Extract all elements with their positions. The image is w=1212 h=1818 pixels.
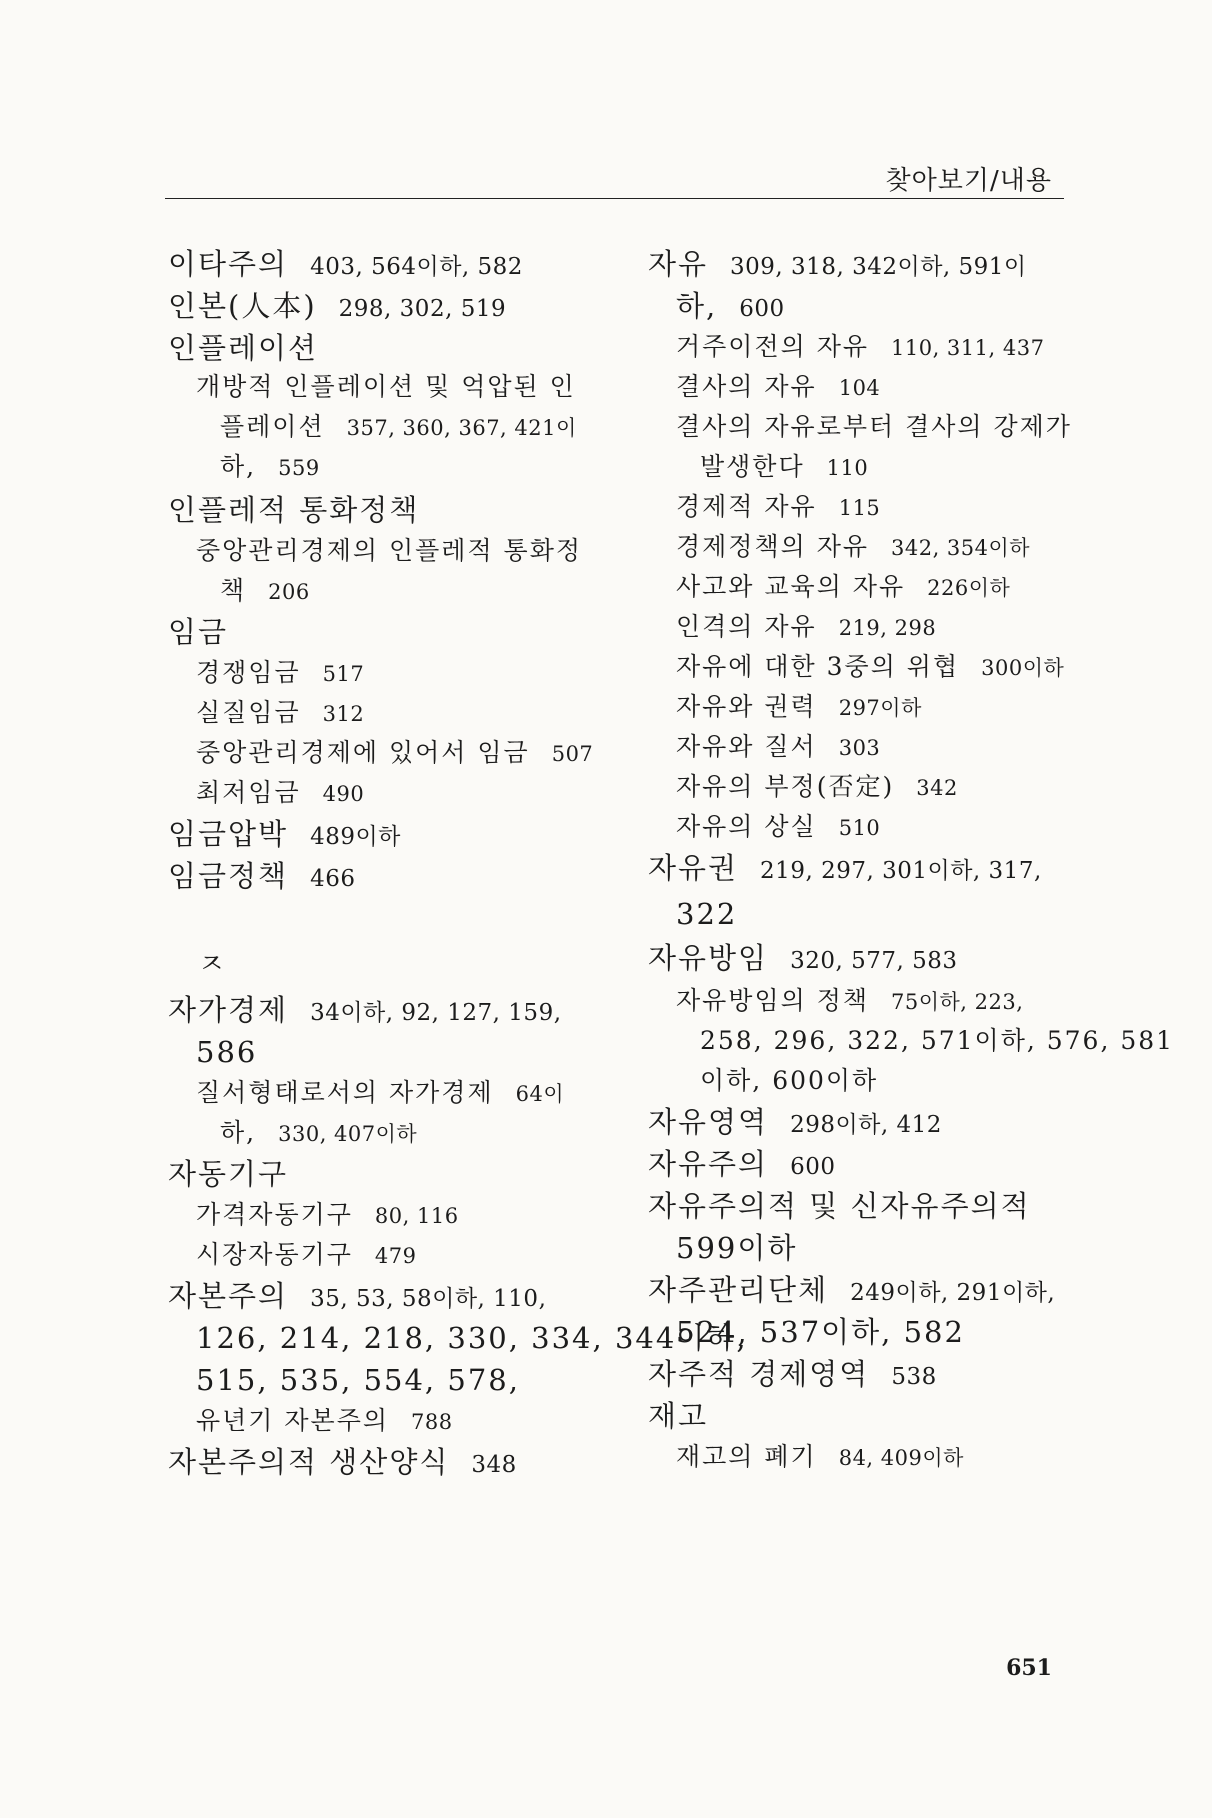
index-entry [196,1242,417,1267]
page-references: 479 [374,1244,417,1268]
index-term: 126, 214, 218, 330, 334, 344이하, [196,1321,748,1355]
page-references: 110, 311, 437 [891,336,1045,360]
index-term: 개방적 인플레이션 및 억압된 인 [196,372,576,401]
index-entry [676,694,922,719]
index-entry [648,1399,709,1433]
index-entry [676,1231,798,1265]
index-term: 524, 537이하, 582 [676,1315,965,1349]
page-references: 84, 409이하 [838,1446,964,1470]
index-term: 재고의 폐기 [676,1442,817,1471]
running-header: 찾아보기/내용 [885,166,1052,196]
index-term: 자유의 상실 [676,812,817,841]
page-references: 206 [268,580,310,604]
page-references: 300이하 [981,656,1065,680]
index-entry [700,1068,878,1093]
index-term: 599이하 [676,1231,798,1265]
index-entry [648,1357,937,1391]
index-term: 임금 [168,615,229,649]
index-entry [168,993,562,1027]
index-term: 하, [676,289,718,323]
index-entry [196,538,582,563]
index-term: 자유주의 [648,1147,769,1181]
index-entry [648,1105,942,1139]
index-term: 이타주의 [168,247,289,281]
index-term: 자가경제 [168,993,289,1027]
page-number: 651 [1006,1655,1052,1681]
index-term: 중앙관리경제에 있어서 임금 [196,738,530,767]
index-entry [676,988,1023,1013]
page-references: 357, 360, 367, 421이 [346,416,577,440]
index-term: 플레이션 [220,412,325,441]
index-entry [648,1189,1031,1223]
index-term: 자유영역 [648,1105,769,1139]
index-term: 최저임금 [196,778,301,807]
index-term: 거주이전의 자유 [676,332,869,361]
index-entry [168,247,523,281]
index-entry [648,1273,1056,1307]
index-entry [676,374,880,399]
page-references: 538 [891,1364,937,1390]
index-entry [196,1321,748,1355]
page-references: 34이하, 92, 127, 159, [310,1000,562,1026]
index-entry [168,615,229,649]
page-references: 489이하 [310,824,401,850]
index-term: 발생한다 [700,452,805,481]
index-term: 258, 296, 322, 571이하, 576, 581 [700,1026,1175,1055]
page-references: 342, 354이하 [891,536,1031,560]
page-references: 110 [826,456,869,480]
index-entry [676,654,1064,679]
index-entry [676,1444,964,1469]
index-entry [196,1408,453,1433]
index-entry [196,374,576,399]
index-entry [220,578,310,603]
page-references: 788 [411,1410,453,1434]
index-entry [168,331,319,365]
index-term: 이하, 600이하 [700,1066,879,1095]
index-entry [676,334,1044,359]
index-term: 경제정책의 자유 [676,532,869,561]
index-entry [198,947,228,980]
index-entry [676,289,785,323]
index-term: 자동기구 [168,1157,289,1191]
page-references: 219, 298 [838,616,937,640]
index-term: 결사의 자유로부터 결사의 강제가 [676,412,1072,441]
index-term: 515, 535, 554, 578, [196,1363,520,1397]
index-entry [168,1157,289,1191]
index-entry [676,414,1072,439]
index-term: 임금정책 [168,859,289,893]
page-references: 559 [278,456,320,480]
index-term: 자유주의적 및 신자유주의적 [648,1189,1031,1223]
page-references: 249이하, 291이하, [850,1280,1056,1306]
index-term: 인격의 자유 [676,612,817,641]
index-term: 586 [196,1035,258,1069]
page-references: 600 [739,296,785,322]
index-term: 유년기 자본주의 [196,1406,389,1435]
index-entry [648,941,958,975]
index-entry [676,774,958,799]
index-term: 인플레적 통화정책 [168,493,420,527]
index-entry [676,897,738,931]
index-entry [676,574,1010,599]
page-references: 309, 318, 342이하, 591이 [730,254,1027,280]
index-entry [196,660,364,685]
index-entry [196,1035,258,1069]
page-references: 330, 407이하 [278,1122,418,1146]
index-entry [676,614,936,639]
index-term: 인본(人本) [168,289,317,323]
index-term: 질서형태로서의 자가경제 [196,1078,494,1107]
index-term: 자유방임 [648,941,769,975]
index-entry [648,247,1027,281]
page-references: 466 [310,866,356,892]
page-references: 510 [838,816,881,840]
index-term: 시장자동기구 [196,1240,353,1269]
index-term: 실질임금 [196,698,301,727]
page-references: 80, 116 [374,1204,459,1228]
index-entry [648,1147,836,1181]
page-references: 303 [838,736,881,760]
page-references: 403, 564이하, 582 [310,254,523,280]
index-term: 하, [220,452,257,481]
index-entry [220,414,577,439]
index-term: 결사의 자유 [676,372,817,401]
index-entry [676,534,1030,559]
page-references: 226이하 [927,576,1011,600]
index-entry [168,1445,517,1479]
page-references: 297이하 [838,696,922,720]
page-references: 219, 297, 301이하, 317, [760,858,1042,884]
page-references: 115 [838,496,881,520]
page-references: 342 [916,776,958,800]
index-term: ㅈ [198,947,228,980]
page-references: 507 [551,742,594,766]
page-references: 348 [471,1452,517,1478]
index-term: 경제적 자유 [676,492,817,521]
index-term: 자유의 부정(否定) [676,772,895,801]
index-term: 자유방임의 정책 [676,986,869,1015]
page-references: 320, 577, 583 [790,948,958,974]
index-entry [196,740,593,765]
index-term: 재고 [648,1399,709,1433]
header-rule [165,198,1064,199]
index-term: 자유와 권력 [676,692,817,721]
page-references: 298이하, 412 [790,1112,942,1138]
index-term: 가격자동기구 [196,1200,353,1229]
index-entry [168,289,507,323]
index-term: 자유와 질서 [676,732,817,761]
page-references: 600 [790,1154,836,1180]
index-term: 사고와 교육의 자유 [676,572,906,601]
index-term: 자유 [648,247,709,281]
index-entry [700,454,868,479]
page-references: 75이하, 223, [891,990,1024,1014]
index-term: 자유에 대한 3중의 위협 [676,652,960,681]
index-entry [168,1279,547,1313]
page-references: 104 [838,376,881,400]
index-entry [220,1120,417,1145]
index-entry [676,734,880,759]
index-term: 임금압박 [168,817,289,851]
index-term: 322 [676,897,738,931]
index-term: 중앙관리경제의 인플레적 통화정 [196,536,582,565]
index-entry [648,851,1042,885]
index-term: 경쟁임금 [196,658,301,687]
index-term: 하, [220,1118,257,1147]
index-term: 자본주의 [168,1279,289,1313]
index-entry [676,1315,965,1349]
index-entry [196,780,364,805]
index-entry [168,817,401,851]
index-entry [676,494,880,519]
page-references: 64이 [515,1082,565,1106]
index-entry [168,859,356,893]
index-term: 자유권 [648,851,739,885]
index-entry [196,1080,564,1105]
page-references: 312 [322,702,365,726]
index-entry [220,454,320,479]
page-references: 298, 302, 519 [338,296,507,322]
index-term: 자본주의적 생산양식 [168,1445,450,1479]
index-entry [700,1028,1174,1053]
page-references: 517 [322,662,365,686]
index-term: 자주관리단체 [648,1273,829,1307]
page-references: 490 [322,782,365,806]
index-term: 책 [220,576,247,605]
index-term: 인플레이션 [168,331,319,365]
index-entry [196,700,364,725]
index-entry [196,1363,520,1397]
index-entry [676,814,880,839]
page-references: 35, 53, 58이하, 110, [310,1286,547,1312]
index-term: 자주적 경제영역 [648,1357,870,1391]
index-entry [168,493,420,527]
index-entry [196,1202,459,1227]
